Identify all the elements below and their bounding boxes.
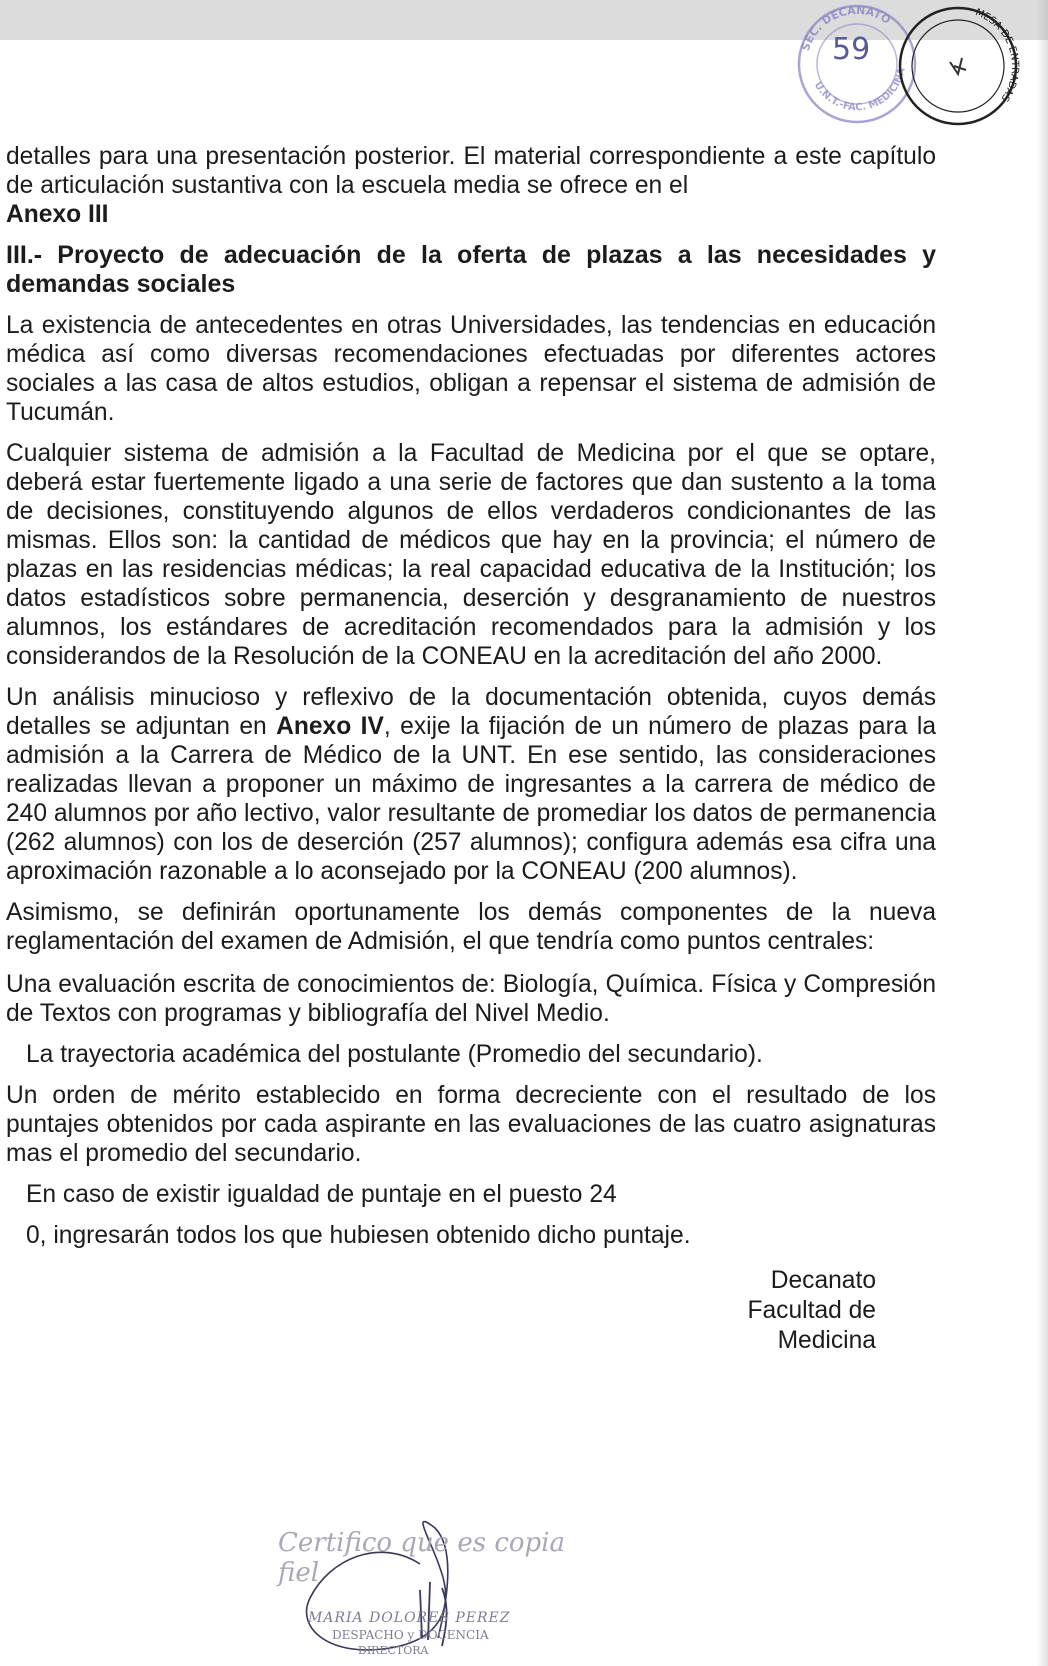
- signature-line-facultad: Facultad de: [747, 1297, 876, 1324]
- svg-text:MESA DE ENTRADAS: MESA DE ENTRADAS: [973, 7, 1021, 104]
- point-orden-merito: Un orden de mérito establecido en forma decreciente con el resultado de los puntajes obtenidos por cada aspirante en las evaluaciones de las cuatro asignaturas mas el promedio del secundario.: [6, 1082, 936, 1167]
- analisis-text-before: Un análisis minucioso y reflexivo de la documentación obtenida, cuyos demás detalles se adjuntan en: [6, 684, 936, 740]
- point-igualdad-line1: En caso de existir igualdad de puntaje en el puesto 24: [26, 1181, 617, 1208]
- scan-right-edge: [1036, 0, 1048, 1666]
- paragraph-antecedentes: La existencia de antecedentes en otras Universidades, las tendencias en educación médica así como diversas recomendaciones efectuadas por diferentes actores sociales a las casa de altos estudios, obligan a repensar el sistema de admisión de Tucumán.: [6, 312, 936, 426]
- certifier-name: MARIA DOLORES PEREZ: [308, 1610, 511, 1626]
- section-heading: III.- Proyecto de adecuación de la oferta de plazas a las necesidades y demandas sociales: [6, 241, 936, 298]
- certification-stamp: [270, 1518, 570, 1666]
- certifier-department: DESPACHO y DOCENCIA: [332, 1628, 489, 1642]
- intro-paragraph: [6, 142, 936, 229]
- svg-text:U.N.T.-FAC. MEDICINA: U.N.T.-FAC. MEDICINA: [811, 66, 908, 114]
- paragraph-sistema-admision: Cualquier sistema de admisión a la Facultad de Medicina por el que se optare, deberá estar fuertemente ligado a una serie de factores que dan sustento a la toma de decisiones, constituyendo algunos de ellos verdaderos condicionantes de las mismas. Ellos son: la cantidad de médicos que hay en la provincia; el número de plazas en las residencias médicas; la real capacidad educativa de la Institución; los datos estadísticos sobre permanencia, deserción y desgranamiento de nuestros alumnos, los estándares de acreditación recomendados para la admisión y los considerandos de la Resolución de la CONEAU en la acreditación del año 2000.: [6, 440, 936, 670]
- document-body: [6, 142, 936, 1356]
- certification-handwriting: Certifico que es copia fiel: [278, 1528, 566, 1588]
- point-evaluacion: Una evaluación escrita de conocimientos de: Biología, Química. Física y Compresión de Textos con programas y bibliografía del Nivel Medio.: [6, 971, 936, 1027]
- signature-block: [6, 1266, 936, 1356]
- svg-text:SEC. DECANATO: SEC. DECANATO: [798, 3, 893, 53]
- annex-iii-reference: Anexo III: [6, 201, 109, 228]
- paragraph-asimismo: Asimismo, se definirán oportunamente los demás componentes de la nueva reglamentación del examen de Admisión, el que tendría como puntos centrales:: [6, 899, 936, 955]
- signature-line-medicina: Medicina: [777, 1327, 876, 1354]
- paragraph-analisis: [6, 683, 936, 886]
- analisis-text-after: , exije la fijación de un número de plazas para la admisión a la Carrera de Médico de la UNT. En ese sentido, las consideraciones realizadas llevan a proponer un máximo de ingresantes a la carrera de médico de 240 alumnos por año lectivo, valor resultante de promediar los datos de permanencia (262 alumnos) con los de deserción (257 alumnos); configura además esa cifra una aproximación razonable a lo aconsejado por la CONEAU (200 alumnos).: [6, 713, 936, 885]
- point-igualdad-line2: 0, ingresarán todos los que hubiesen obtenido dicho puntaje.: [26, 1222, 691, 1249]
- intro-text: detalles para una presentación posterior. El material correspondiente a este capítulo de articulación sustantiva con la escuela media se ofrece en el: [6, 143, 936, 199]
- certifier-title: DIRECTORA: [358, 1644, 429, 1657]
- page-number-handwritten: 59: [832, 32, 871, 67]
- annex-iv-reference: Anexo IV: [276, 713, 384, 740]
- point-trayectoria: La trayectoria académica del postulante (Promedio del secundario).: [26, 1041, 763, 1068]
- mesa-de-entradas-stamp: [888, 0, 1038, 140]
- signature-line-decanato: Decanato: [770, 1267, 876, 1294]
